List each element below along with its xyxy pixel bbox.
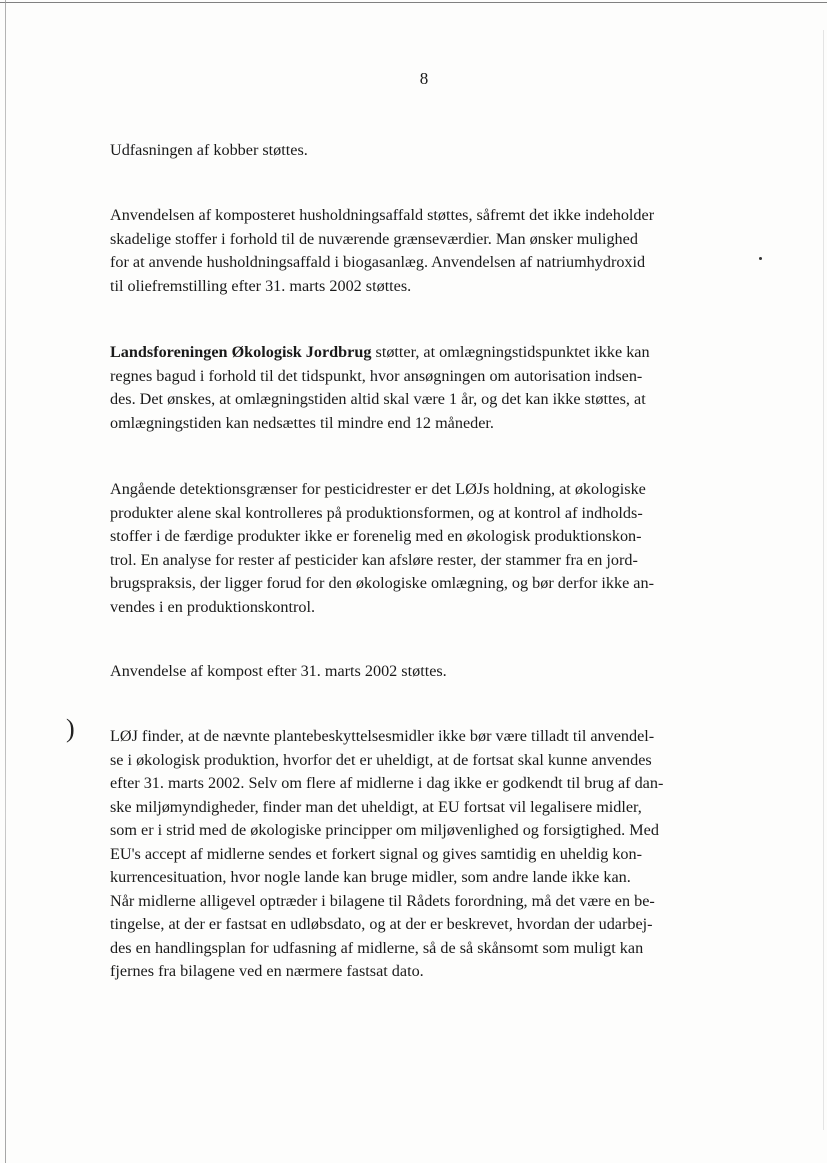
text-line: skadelige stoffer i forhold til de nuværende grænseværdier. Man ønsker mulighed — [110, 229, 638, 248]
text-line: Når midlerne alligevel optræder i bilagene til Rådets forordning, må det være en be- — [110, 891, 655, 910]
margin-parenthesis-mark: ) — [66, 714, 75, 743]
text-line: Anvendelse af kompost efter 31. marts 2002 støttes. — [110, 662, 447, 680]
text-line — [110, 341, 735, 365]
text-line: se i økologisk produktion, hvorfor det er uheldigt, at de fortsat skal kunne anvendes — [110, 750, 652, 769]
text-line: til oliefremstilling efter 31. marts 2002 støttes. — [110, 276, 412, 295]
text-line: LØJ finder, at de nævnte plantebeskyttelsesmidler ikke bør være tilladt til anvendel- — [110, 727, 655, 745]
scan-edge-right — [823, 30, 824, 1130]
text-line: stoffer i de færdige produkter ikke er forenelig med en økologisk produktionskon- — [110, 527, 642, 545]
scan-edge-top — [0, 2, 827, 3]
text-line: Anvendelsen af komposteret husholdningsaffald støttes, såfremt det ikke indeholder — [110, 206, 655, 224]
paragraph-pesticide-detection — [110, 478, 735, 619]
paragraph-compost — [110, 660, 735, 684]
paragraph-plant-protection — [110, 725, 735, 984]
text-line: ske miljømyndigheder, finder man det uheldigt, at EU fortsat vil legalisere midler, — [110, 797, 642, 816]
text-line: brugspraksis, der ligger forud for den økologiske omlægning, og bør derfor ikke an- — [110, 574, 654, 592]
text-line: Udfasningen af kobber støttes. — [110, 141, 308, 159]
text-line: omlægningstiden kan nedsættes til mindre end 12 måneder. — [110, 413, 494, 432]
text-line: vendes i en produktionskontrol. — [110, 597, 316, 616]
text-line: trol. En analyse for rester af pesticider kan afsløre rester, der stammer fra en jord- — [110, 550, 638, 569]
text-line: des en handlingsplan for udfasning af midlerne, så de så skånsomt som muligt kan — [110, 938, 644, 957]
text-line: for at anvende husholdningsaffald i biogasanlæg. Anvendelsen af natriumhydroxid — [110, 253, 646, 271]
scan-edge-left — [5, 0, 6, 1163]
text-line: efter 31. marts 2002. Selv om flere af midlerne i dag ikke er godkendt til brug af dan- — [110, 774, 664, 792]
text-run: støtter, at omlægningstidspunktet ikke kan — [371, 343, 650, 361]
organisation-name: Landsforeningen Økologisk Jordbrug — [110, 343, 372, 361]
text-line: produkter alene skal kontrolleres på produktionsformen, og at kontrol af indholds- — [110, 503, 643, 522]
text-line: EU's accept af midlerne sendes et forkert signal og gives samtidig en uheldig kon- — [110, 844, 643, 863]
scan-speck — [759, 257, 762, 260]
text-line: regnes bagud i forhold til det tidspunkt, hvor ansøgningen om autorisation indsen- — [110, 366, 643, 385]
paragraph-compost-household-waste — [110, 204, 735, 298]
text-line: tingelse, at der er fastsat en udløbsdato, og at der er beskrevet, hvordan der udarbej- — [110, 915, 653, 933]
paragraph-copper — [110, 139, 735, 163]
text-line: des. Det ønskes, at omlægningstiden altid skal være 1 år, og det kan ikke støttes, at — [110, 390, 646, 408]
text-line: kurrencesituation, hvor nogle lande kan bruge midler, som andre lande ikke kan. — [110, 868, 631, 886]
text-line: som er i strid med de økologiske principper om miljøvenlighed og forsigtighed. Med — [110, 821, 659, 839]
paragraph-loej-conversion-period — [110, 341, 735, 435]
text-line: Angående detektionsgrænser for pesticidrester er det LØJs holdning, at økologiske — [110, 480, 646, 498]
text-line: fjernes fra bilagene ved en nærmere fastsat dato. — [110, 962, 424, 980]
page-number: 8 — [419, 69, 429, 88]
